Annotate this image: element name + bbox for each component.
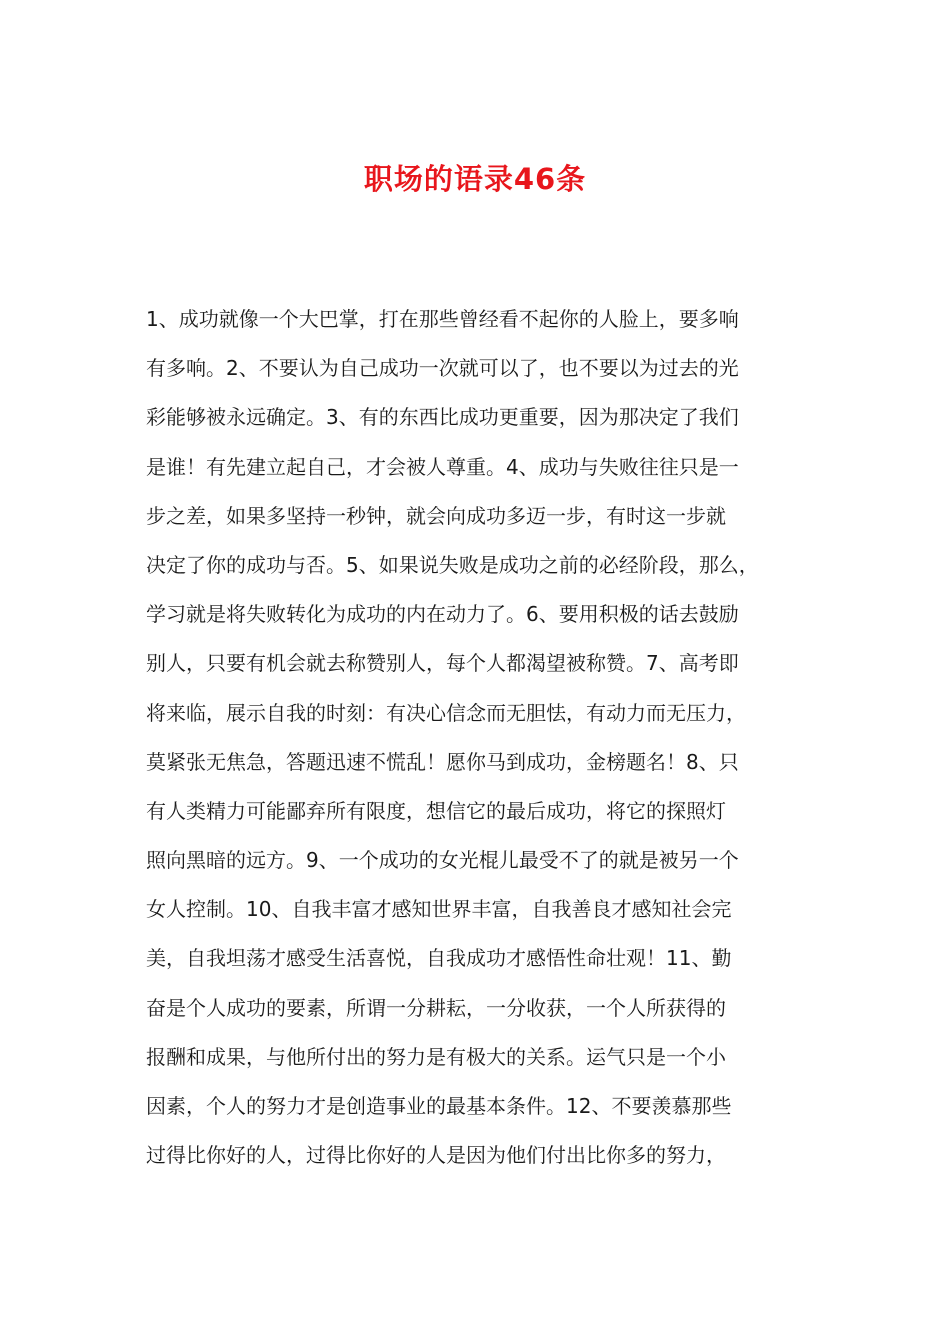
body-line: 因素，个人的努力才是创造事业的最基本条件。12、不要羡慕那些 — [146, 1094, 732, 1118]
body-line: 奋是个人成功的要素，所谓一分耕耘，一分收获，一个人所获得的 — [146, 995, 726, 1020]
body-line: 女人控制。10、自我丰富才感知世界丰富，自我善良才感知社会完 — [146, 897, 732, 922]
body-line: 将来临，展示自我的时刻：有决心信念而无胆怯，有动力而无压力， — [146, 700, 746, 725]
body-line: 过得比你好的人，过得比你好的人是因为他们付出比你多的努力， — [146, 1143, 726, 1168]
body-line: 是谁！有先建立起自己，才会被人尊重。4、成功与失败往往只是一 — [146, 454, 739, 479]
body-line: 报酬和成果，与他所付出的努力是有极大的关系。运气只是一个小 — [146, 1044, 726, 1069]
body-line: 莫紧张无焦急，答题迅速不慌乱！愿你马到成功，金榜题名！8、只 — [146, 749, 739, 774]
body-line: 彩能够被永远确定。3、有的东西比成功更重要，因为那决定了我们 — [146, 405, 739, 430]
body-line: 别人，只要有机会就去称赞别人，每个人都渴望被称赞。7、高考即 — [146, 651, 739, 676]
body-line: 有多响。2、不要认为自己成功一次就可以了，也不要以为过去的光 — [146, 356, 739, 381]
body-line: 照向黑暗的远方。9、一个成功的女光棍儿最受不了的就是被另一个 — [146, 848, 739, 873]
body-line: 学习就是将失败转化为成功的内在动力了。6、要用积极的话去鼓励 — [146, 602, 739, 627]
body-line: 步之差，如果多坚持一秒钟，就会向成功多迈一步，有时这一步就 — [146, 503, 726, 528]
body-line: 有人类精力可能鄙弃所有限度，想信它的最后成功，将它的探照灯 — [146, 798, 726, 823]
body-line: 美，自我坦荡才感受生活喜悦，自我成功才感悟性命壮观！11、勤 — [146, 946, 732, 971]
body-line: 1、成功就像一个大巴掌，打在那些曾经看不起你的人脸上，要多响 — [146, 307, 739, 331]
document-title: 职场的语录46条 — [363, 162, 587, 196]
document-body — [146, 295, 836, 1180]
body-line: 决定了你的成功与否。5、如果说失败是成功之前的必经阶段，那么， — [146, 552, 759, 577]
